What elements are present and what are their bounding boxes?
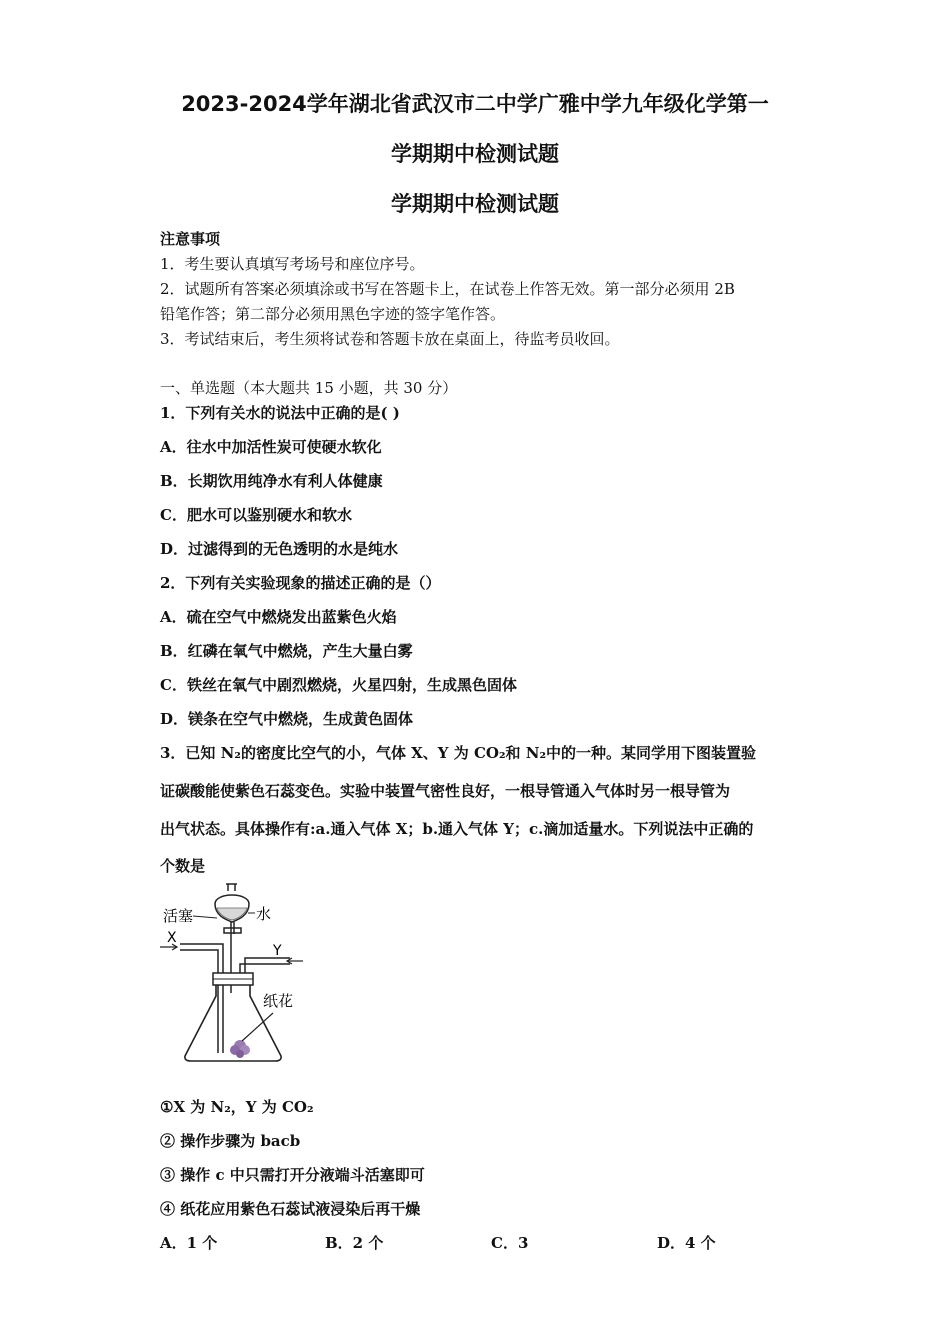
q3-statement: ①X 为 N₂，Y 为 CO₂ [160, 1098, 314, 1116]
q3-option-d: D．4 个 [657, 1234, 716, 1252]
notice-heading: 注意事项 [160, 230, 221, 248]
notice-item: 3．考试结束后，考生须将试卷和答题卡放在桌面上，待监考员收回。 [160, 330, 620, 348]
tube-y-inner [240, 964, 290, 973]
title-line-2: 学期期中检测试题 [391, 142, 559, 166]
notice-item: 1．考生要认真填写考场号和座位序号。 [160, 255, 425, 273]
q3-option-a: A．1 个 [160, 1234, 218, 1252]
title-line-1: 2023-2024学年湖北省武汉市二中学广雅中学九年级化学第一 [181, 92, 769, 116]
q3-option-c: C．3 [491, 1234, 529, 1252]
apparatus-figure [155, 878, 305, 1068]
water-in-funnel [217, 908, 247, 920]
q3-statement: ④ 纸花应用紫色石蕊试液浸染后再干燥 [160, 1200, 421, 1218]
label-y: Y [273, 943, 282, 959]
q3-stem-line: 证碳酸能使紫色石蕊变色。实验中装置气密性良好，一根导管通入气体时另一根导管为 [160, 782, 731, 800]
q3-stem-line: 个数是 [160, 857, 206, 875]
q2-option-a: A．硫在空气中燃烧发出蓝紫色火焰 [160, 608, 397, 626]
q1-option-d: D．过滤得到的无色透明的水是纯水 [160, 540, 399, 558]
stopcock-pointer [193, 916, 217, 918]
notice-item: 铅笔作答；第二部分必须用黑色字迹的签字笔作答。 [160, 305, 506, 323]
title-line-3: 学期期中检测试题 [391, 192, 559, 216]
label-x: X [167, 930, 177, 946]
label-water: 水 [256, 905, 272, 923]
q1-stem: 1．下列有关水的说法中正确的是( ) [160, 404, 400, 422]
section-heading: 一、单选题（本大题共 15 小题，共 30 分） [160, 379, 458, 397]
q2-option-b: B．红磷在氧气中燃烧，产生大量白雾 [160, 642, 413, 660]
q3-option-b: B．2 个 [325, 1234, 384, 1252]
q3-statement: ③ 操作 c 中只需打开分液端斗活塞即可 [160, 1166, 425, 1184]
q3-stem-line: 出气状态。具体操作有:a.通入气体 X；b.通入气体 Y；c.滴加适量水。下列说法中正确的 [160, 820, 754, 838]
q1-option-c: C．肥水可以鉴别硬水和软水 [160, 506, 352, 524]
tube-y-outer [245, 958, 290, 973]
q1-option-a: A．往水中加活性炭可使硬水软化 [160, 438, 382, 456]
paper-flower [230, 1040, 250, 1058]
q3-statement: ② 操作步骤为 bacb [160, 1132, 301, 1150]
notice-item: 2．试题所有答案必须填涂或书写在答题卡上，在试卷上作答无效。第一部分必须用 2B [160, 280, 735, 298]
q1-option-b: B．长期饮用纯净水有利人体健康 [160, 472, 383, 490]
q2-stem: 2．下列有关实验现象的描述正确的是（） [160, 574, 441, 592]
label-stopcock: 活塞 [163, 907, 194, 925]
label-paper-flower: 纸花 [263, 992, 294, 1010]
flower-pointer [242, 1013, 273, 1041]
q2-option-c: C．铁丝在氧气中剧烈燃烧，火星四射，生成黑色固体 [160, 676, 517, 694]
tube-x-outer [180, 944, 223, 1053]
q2-option-d: D．镁条在空气中燃烧，生成黄色固体 [160, 710, 414, 728]
q3-stem-line: 3．已知 N₂的密度比空气的小，气体 X、Y 为 CO₂和 N₂中的一种。某同学用下图装置验 [160, 744, 757, 762]
